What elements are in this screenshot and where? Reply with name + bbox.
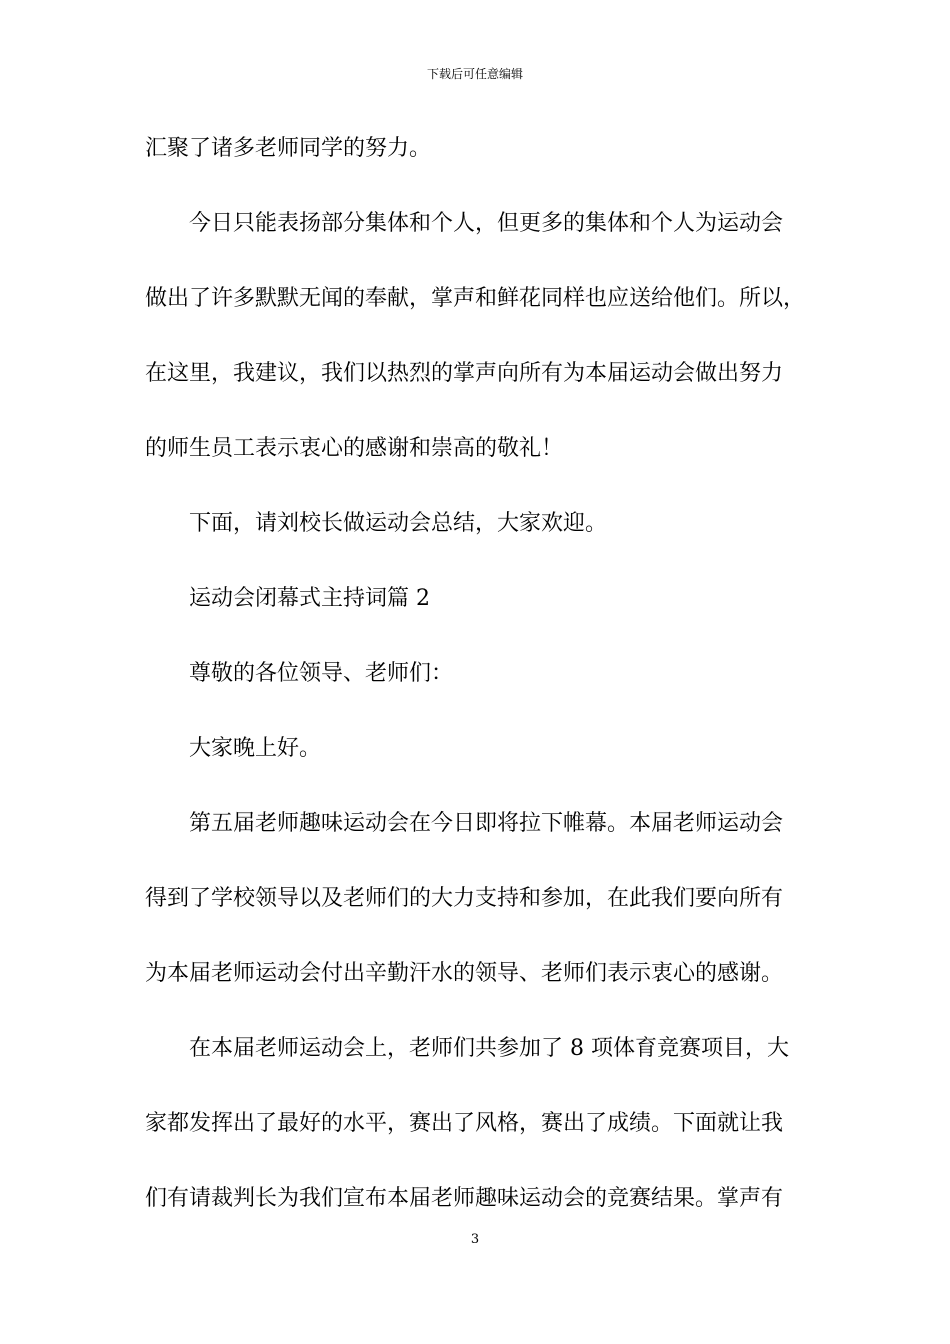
body-line-2: 今日只能表扬部分集体和个人，但更多的集体和个人为运动会 <box>189 211 784 236</box>
body-line-12: 为本届老师运动会付出辛勤汗水的领导、老师们表示衷心的感谢。 <box>145 961 784 986</box>
greeting: 大家晚上好。 <box>189 736 322 761</box>
page-number: 3 <box>470 1232 480 1247</box>
body-line-11: 得到了学校领导以及老师们的大力支持和参加，在此我们要向所有 <box>145 886 784 911</box>
body-line-13: 在本届老师运动会上，老师们共参加了 8 项体育竞赛项目，大 <box>189 1036 789 1061</box>
body-line-14: 家都发挥出了最好的水平，赛出了风格，赛出了成绩。下面就让我 <box>145 1111 784 1136</box>
body-line-1: 汇聚了诸多老师同学的努力。 <box>145 136 432 161</box>
salutation: 尊敬的各位领导、老师们： <box>189 661 454 686</box>
page-header: 下载后可任意编辑 <box>426 67 523 81</box>
body-line-10: 第五届老师趣味运动会在今日即将拉下帷幕。本届老师运动会 <box>189 811 784 836</box>
body-line-15: 们有请裁判长为我们宣布本届老师趣味运动会的竞赛结果。掌声有 <box>145 1186 784 1211</box>
section-heading: 运动会闭幕式主持词篇 2 <box>189 586 430 611</box>
body-line-4: 在这里，我建议，我们以热烈的掌声向所有为本届运动会做出努力 <box>145 361 784 386</box>
body-line-5: 的师生员工表示衷心的感谢和崇高的敬礼！ <box>145 436 564 461</box>
body-line-3: 做出了许多默默无闻的奉献，掌声和鲜花同样也应送给他们。所以， <box>145 286 806 311</box>
body-line-6: 下面，请刘校长做运动会总结，大家欢迎。 <box>189 511 608 536</box>
